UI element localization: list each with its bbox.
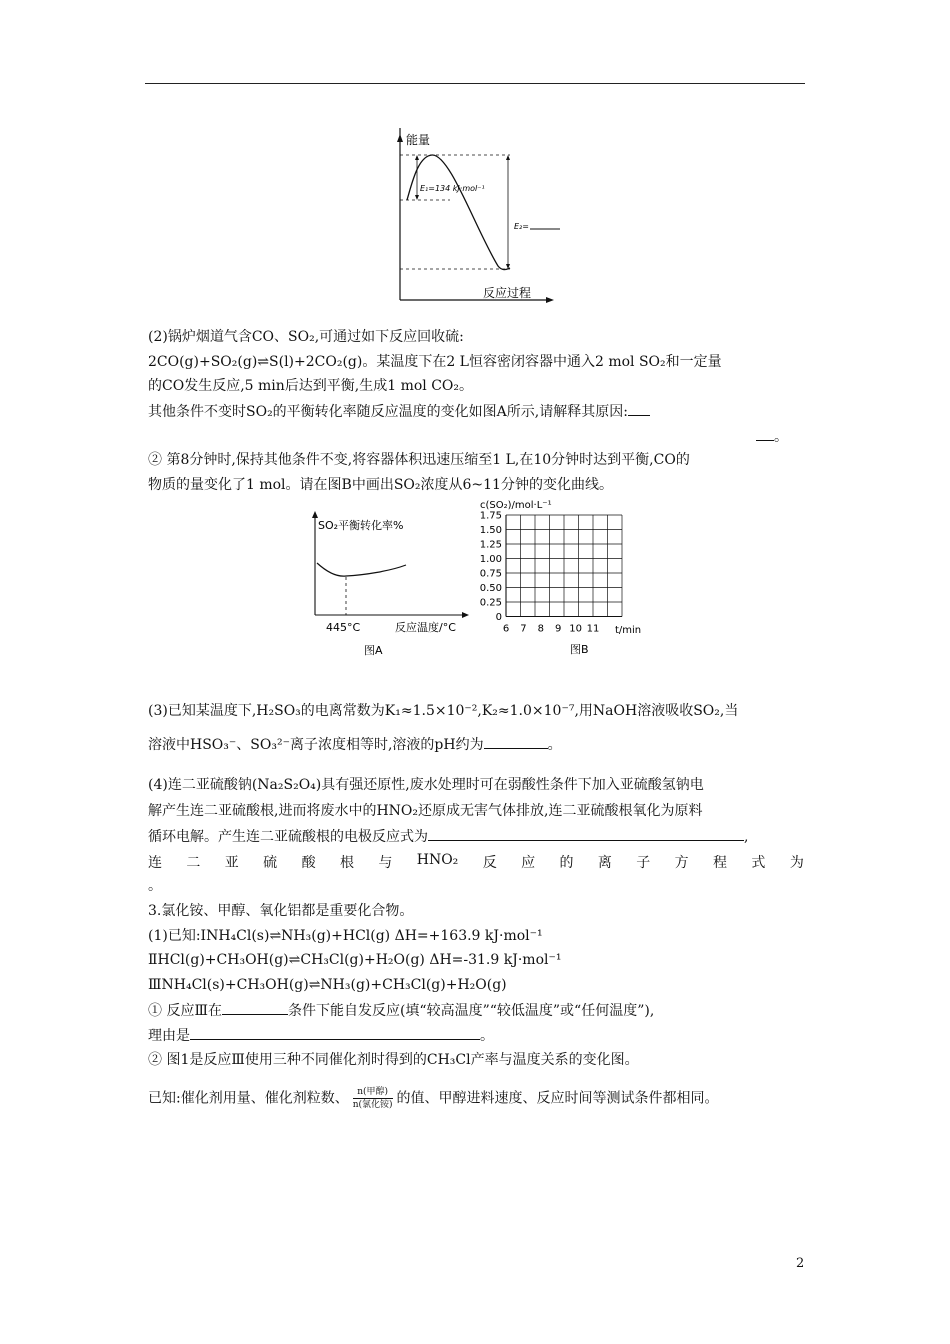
q4-word: 式 [751,855,766,871]
figure-b-y-tick: 1.25 [479,539,502,551]
mole-ratio-fraction [353,1086,393,1111]
q2-line7: 物质的量变化了1 mol。请在图B中画出SO₂浓度从6~11分钟的变化曲线。 [148,477,613,493]
q4-word: 反 [482,855,497,871]
energy-e1-label: E₁=134 kJ·mol⁻¹ [420,184,485,193]
q3-line2 [148,734,562,755]
q3-line2-end: 。 [547,737,562,753]
answer-blank-reason-3[interactable] [190,1025,480,1040]
p3-line2: (1)已知:ⅠNH₄Cl(s)⇌NH₃(g)+HCl(g) ΔH=+163.9 kJ·mol⁻¹ [148,928,543,944]
q2-line6: ② 第8分钟时,保持其他条件不变,将容器体积迅速压缩至1 L,在10分钟时达到平衡,CO的 [148,452,690,468]
q4-word: 应 [521,855,536,871]
figure-b [470,497,645,660]
figure-a-marked-x: 445°C [326,621,361,634]
q2-line5-end: 。 [774,429,788,445]
fraction-numerator: n(甲醇) [353,1086,393,1099]
q4-word: 程 [713,855,728,871]
q2-line2: 2CO(g)+SO₂(g)⇌S(l)+2CO₂(g)。某温度下在2 L恒容密闭容器中通入2 mol SO₂和一定量 [148,354,722,370]
answer-blank-reason[interactable] [628,401,650,416]
p3-line4: ⅢNH₄Cl(s)+CH₃OH(g)⇌NH₃(g)+CH₃Cl(g)+H₂O(g) [148,977,507,993]
figure-b-x-tick: 10 [569,623,582,635]
figure-a-curve [317,563,406,576]
p3-line5-start: ① 反应Ⅲ在 [148,1003,222,1019]
q2-line3: 的CO发生反应,5 min后达到平衡,生成1 mol CO₂。 [148,378,474,394]
figure-b-y-tick: 1.00 [479,554,502,565]
q4-word: 为 [789,855,804,871]
q4-word: 连 [148,855,162,871]
q4-line4 [148,852,804,872]
figure-a [300,505,470,660]
q4-word: 离 [597,855,612,871]
q4-word: 二 [186,855,201,871]
figure-b-x-tick: 11 [586,623,600,635]
q4-word: HNO₂ [416,852,459,868]
q2-line4 [148,401,650,422]
figure-b-y-tick: 0.50 [479,583,502,594]
figure-a-title: 图A [364,644,383,657]
figure-b-y-tick: 0.25 [479,597,502,609]
answer-blank-ph[interactable] [484,734,548,749]
figure-a-xlabel: 反应温度/°C [395,621,456,634]
p3-line7: ② 图1是反应Ⅲ使用三种不同催化剂时得到的CH₃Cl产率与温度关系的变化图。 [148,1052,639,1068]
q4-word: 亚 [224,855,239,871]
energy-diagram [370,128,600,306]
p3-line5-end: 条件下能自发反应(填“较高温度”“较低温度”或“任何温度”), [287,1003,655,1019]
p3-line6-start: 理由是 [148,1028,190,1044]
p3-line1: 3.氯化铵、甲醇、氧化铝都是重要化合物。 [148,903,414,919]
q2-line4-text: 其他条件不变时SO₂的平衡转化率随反应温度的变化如图A所示,请解释其原因: [148,404,628,420]
q4-line2: 解产生连二亚硫酸根,进而将废水中的HNO₂还原成无害气体排放,连二亚硫酸根氧化为原料 [148,803,703,819]
q4-line5: 。 [148,878,162,894]
p3-line8-start: 已知:催化剂用量、催化剂粒数、 [148,1090,349,1107]
p3-line8 [148,1086,719,1111]
figure-b-y-tick: 0.75 [479,568,502,580]
q4-word: 的 [559,855,574,871]
q4-line3-end: , [744,829,749,845]
figure-b-y-tick: 0 [495,612,502,623]
q3-line2-text: 溶液中HSO₃⁻、SO₃²⁻离子浓度相等时,溶液的pH约为 [148,737,484,753]
q4-word: 与 [378,855,393,871]
q3-line1: (3)已知某温度下,H₂SO₃的电离常数为K₁≈1.5×10⁻²,K₂≈1.0×10⁻⁷,用NaOH溶液吸收SO₂,当 [148,703,739,719]
figure-b-x-tick: 7 [520,623,527,635]
q4-word: 根 [339,855,354,871]
q4-word: 方 [674,855,689,871]
p3-line6 [148,1025,494,1046]
energy-e2-label: E₂= [514,222,529,231]
answer-blank-reason-end[interactable] [756,426,774,441]
q4-word: 子 [636,855,651,871]
figure-b-xlabel: t/min [615,625,642,636]
p3-line8-end: 的值、甲醇进料速度、反应时间等测试条件都相同。 [396,1090,719,1107]
q4-line3 [148,826,748,847]
p3-line5 [148,1000,654,1021]
q4-word: 硫 [263,855,278,871]
p3-line3: ⅡHCl(g)+CH₃OH(g)⇌CH₃Cl(g)+H₂O(g) ΔH=-31.9 kJ·mol⁻¹ [148,952,562,968]
q4-line1: (4)连二亚硫酸钠(Na₂S₂O₄)具有强还原性,废水处理时可在弱酸性条件下加入亚硫酸氢钠电 [148,777,704,793]
figure-b-title: 图B [570,643,589,656]
q4-word: 酸 [301,855,316,871]
figure-b-x-tick: 8 [537,623,544,635]
header-rule [145,83,805,84]
figure-a-ylabel: SO₂平衡转化率% [318,519,404,532]
figure-b-ylabel: c(SO₂)/mol·L⁻¹ [480,500,552,511]
page-number: 2 [796,1256,805,1271]
q4-line3-text: 循环电解。产生连二亚硫酸根的电极反应式为 [148,829,428,845]
energy-ylabel: 能量 [406,133,431,147]
fraction-denominator: n(氯化铵) [352,1100,393,1110]
answer-blank-electrode[interactable] [428,826,744,841]
figure-b-x-tick: 6 [502,623,510,635]
figure-b-y-tick: 1.50 [479,525,502,536]
q2-line5 [756,426,788,447]
q2-line1: (2)锅炉烟道气含CO、SO₂,可通过如下反应回收硫: [148,329,464,345]
figure-b-x-tick: 9 [555,623,562,635]
figure-b-y-tick: 1.75 [479,510,502,522]
p3-line6-end: 。 [480,1028,494,1044]
answer-blank-condition[interactable] [222,1000,288,1015]
energy-xlabel: 反应过程 [483,286,532,300]
